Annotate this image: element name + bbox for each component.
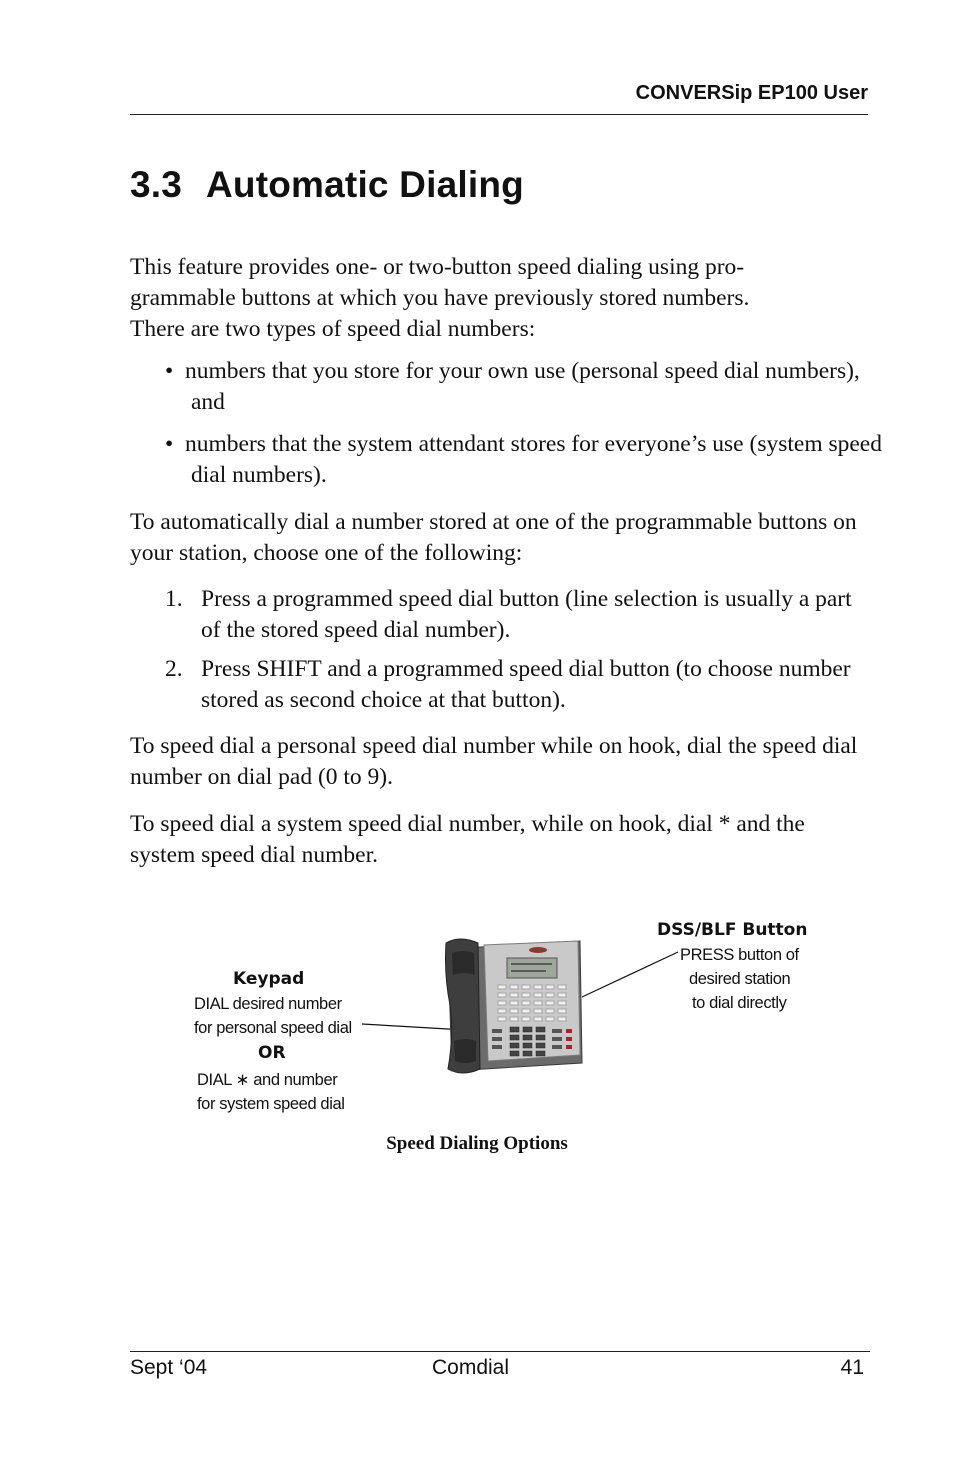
footer-rule bbox=[130, 1351, 870, 1352]
dss-line-1: PRESS button of bbox=[680, 946, 799, 964]
keypad-or-label: OR bbox=[258, 1043, 286, 1063]
speed-dialing-figure bbox=[180, 905, 860, 1130]
brand-logo bbox=[529, 947, 547, 953]
paragraph-choose: To automatically dial a number stored at one of the programmable buttons on your station, choose one of the following: bbox=[130, 509, 857, 566]
numbered-step bbox=[165, 654, 870, 716]
footer-company: Comdial bbox=[432, 1356, 510, 1379]
handset-earpiece bbox=[452, 951, 475, 975]
bullet-item: • numbers that the system attendant stores for everyone’s use (system speed dial numbers). bbox=[165, 431, 882, 488]
figure-caption: Speed Dialing Options bbox=[386, 1133, 568, 1154]
keypad-line-1: DIAL desired number bbox=[194, 995, 342, 1013]
running-header: CONVERSip EP100 User bbox=[635, 82, 868, 104]
section-heading: Automatic Dialing bbox=[206, 164, 524, 205]
step-number: 1. bbox=[165, 586, 183, 612]
dss-line-3: to dial directly bbox=[692, 994, 787, 1012]
keypad-line-3: DIAL ∗ and number bbox=[197, 1071, 338, 1089]
desk-phone-illustration bbox=[180, 905, 860, 1130]
intro-line-2: grammable buttons at which you have previously stored numbers. bbox=[130, 285, 750, 311]
page-number: 41 bbox=[840, 1356, 864, 1379]
dss-callout-title: DSS/BLF Button bbox=[657, 920, 808, 940]
handset-mouthpiece bbox=[454, 1039, 476, 1063]
intro-line-3: There are two types of speed dial numbers: bbox=[130, 316, 536, 342]
step-text: Press a programmed speed dial button (line selection is usually a part of the stored speed dial number). bbox=[201, 586, 852, 643]
intro-line-1: This feature provides one- or two-button speed dialing using pro- bbox=[130, 254, 745, 280]
footer-date: Sept ‘04 bbox=[130, 1356, 208, 1379]
bullet-item: • numbers that you store for your own use (personal speed dial numbers), and bbox=[165, 358, 860, 415]
keypad-line-4: for system speed dial bbox=[197, 1095, 345, 1113]
paragraph-personal: To speed dial a personal speed dial number while on hook, dial the speed dial number on dial pad (0 to 9). bbox=[130, 733, 858, 790]
section-title bbox=[130, 164, 524, 206]
keypad-line-2: for personal speed dial bbox=[194, 1019, 352, 1037]
step-number: 2. bbox=[165, 656, 183, 682]
section-number: 3.3 bbox=[130, 164, 183, 205]
paragraph-system: To speed dial a system speed dial number, while on hook, dial * and the system speed dial number. bbox=[130, 811, 805, 868]
numbered-step bbox=[165, 584, 870, 646]
keypad-callout-title: Keypad bbox=[233, 969, 305, 989]
bullet-text: numbers that the system attendant stores for everyone’s use (system speed dial numbers). bbox=[184, 431, 882, 488]
phone-display bbox=[507, 958, 557, 978]
bullet-text: numbers that you store for your own use (personal speed dial numbers), and bbox=[184, 358, 860, 415]
step-text: Press SHIFT and a programmed speed dial button (to choose number stored as second choice at that button). bbox=[201, 656, 851, 713]
intro-paragraph bbox=[130, 252, 870, 345]
dss-line-2: desired station bbox=[689, 970, 791, 988]
header-rule bbox=[130, 114, 868, 115]
dss-leader-line bbox=[582, 952, 678, 997]
